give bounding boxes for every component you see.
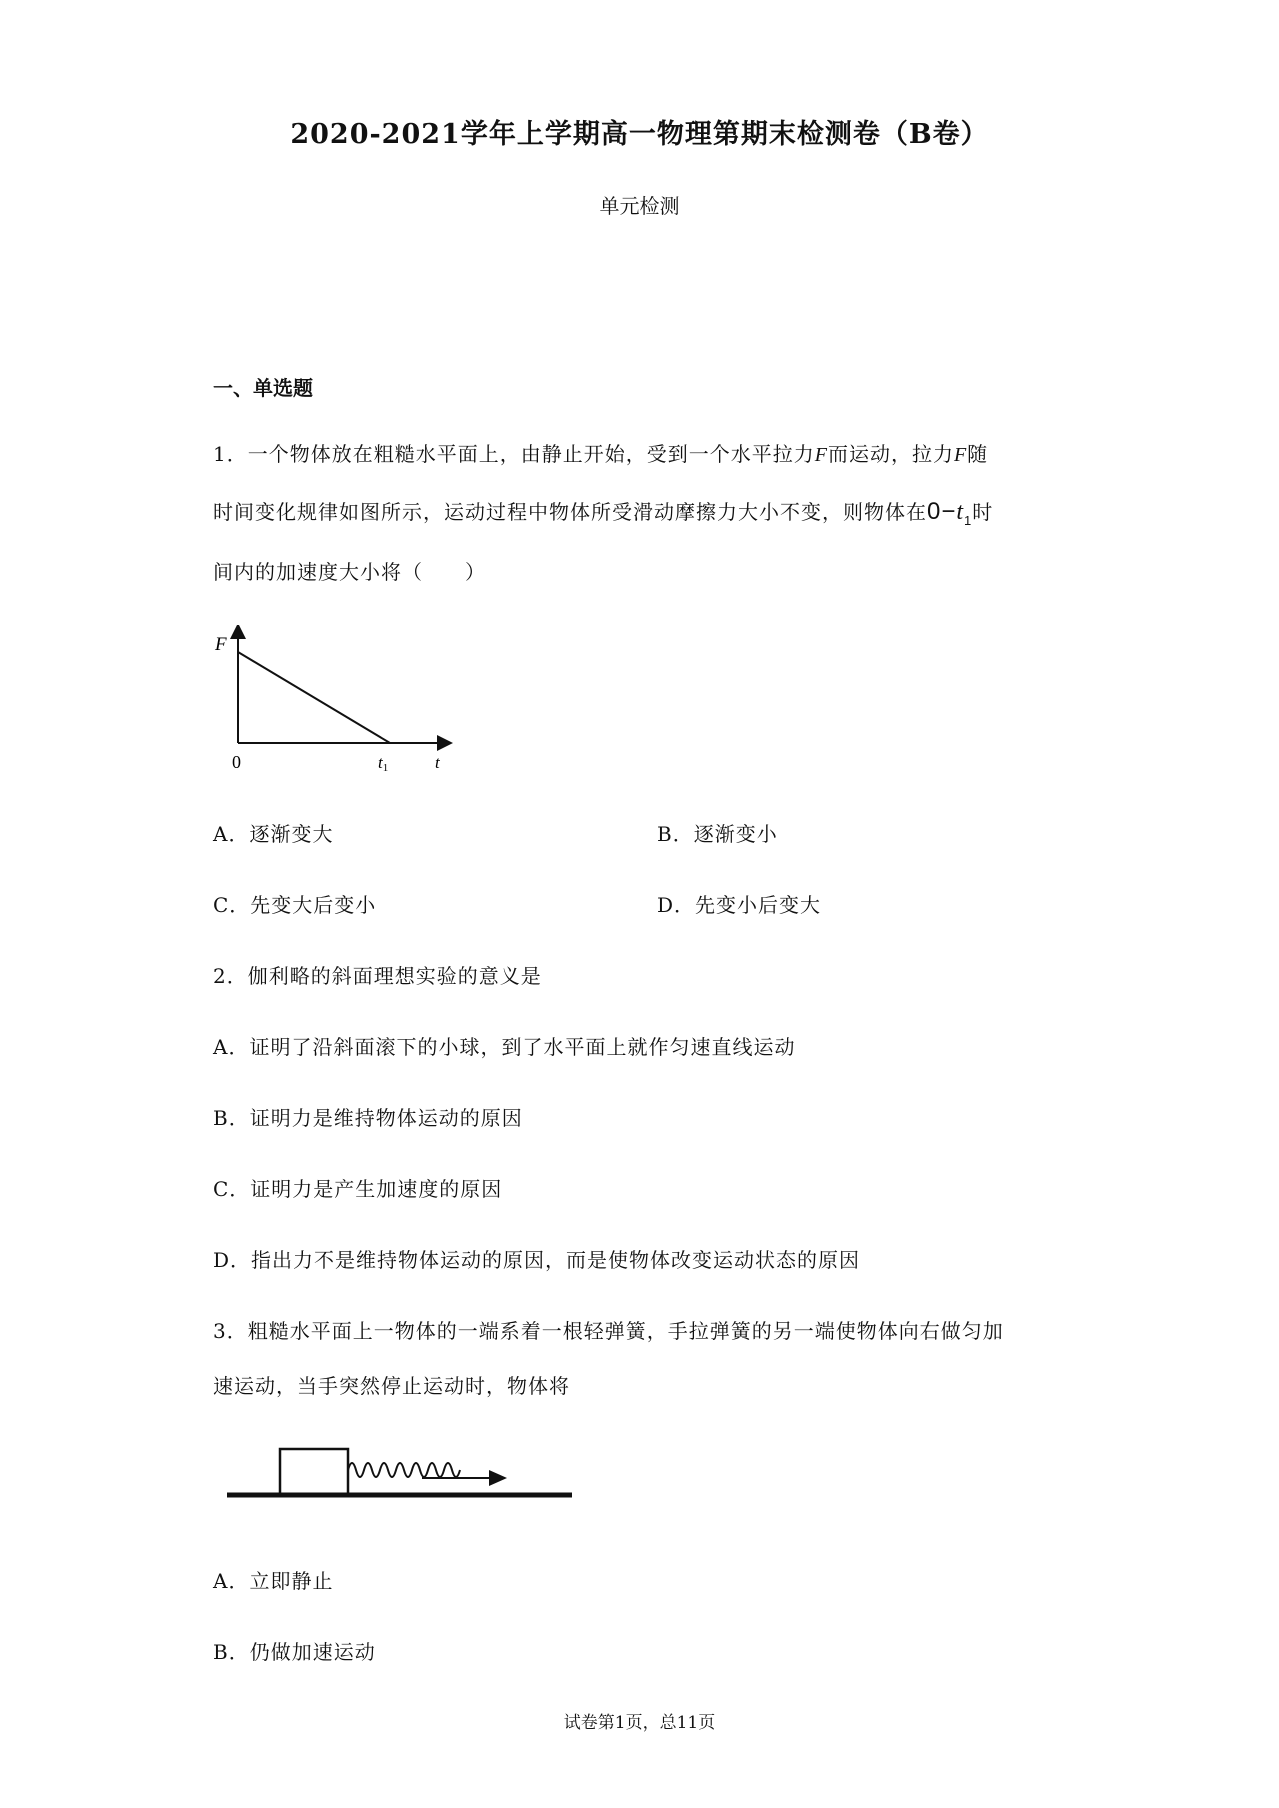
q1-option-b[interactable]: B．逐渐变小 — [657, 822, 778, 846]
q3-option-a[interactable]: A．立即静止 — [213, 1569, 334, 1593]
section-heading: 一、单选题 — [213, 376, 313, 400]
time-interval: $0-t_1$ — [927, 498, 973, 528]
y-axis-label: F — [215, 634, 227, 655]
q2-option-a[interactable]: A．证明了沿斜面滚下的小球，到了水平面上就作匀速直线运动 — [213, 1035, 796, 1059]
document-subtitle: 单元检测 — [599, 194, 680, 218]
t1-label: t1 — [378, 753, 389, 774]
document-title: 2020-2021学年上学期高一物理第期末检测卷（B卷） — [290, 119, 989, 150]
q3-stem-line-1: 3．粗糙水平面上一物体的一端系着一根轻弹簧，手拉弹簧的另一端使物体向右做匀加 — [213, 1319, 1004, 1343]
q2-option-b[interactable]: B．证明力是维持物体运动的原因 — [213, 1106, 523, 1130]
q3-option-b[interactable]: B．仍做加速运动 — [213, 1640, 376, 1664]
q2-stem: 2．伽利略的斜面理想实验的意义是 — [213, 964, 542, 988]
block-spring-diagram — [222, 1440, 582, 1505]
q1-option-c[interactable]: C．先变大后变小 — [213, 893, 377, 917]
force-line — [238, 652, 390, 743]
q2-option-d[interactable]: D．指出力不是维持物体运动的原因，而是使物体改变运动状态的原因 — [213, 1248, 861, 1272]
force-time-graph — [205, 625, 455, 775]
q1-stem-line-2: 时间变化规律如图所示，运动过程中物体所受滑动摩擦力大小不变，则物体在$0-t_1$时 — [213, 498, 994, 528]
block — [280, 1449, 348, 1494]
q2-option-c[interactable]: C．证明力是产生加速度的原因 — [213, 1177, 503, 1201]
spring — [348, 1463, 460, 1477]
q1-stem-line-1: 1．一个物体放在粗糙水平面上，由静止开始，受到一个水平拉力F而运动，拉力F随 — [213, 442, 989, 466]
q1-stem-line-3: 间内的加速度大小将（ ） — [213, 560, 486, 584]
origin-label: 0 — [232, 752, 241, 772]
x-axis-label: t — [435, 753, 440, 772]
q3-stem-line-2: 速运动，当手突然停止运动时，物体将 — [213, 1374, 570, 1398]
q1-option-a[interactable]: A．逐渐变大 — [213, 822, 334, 846]
q1-option-d[interactable]: D．先变小后变大 — [657, 893, 822, 917]
page-footer: 试卷第1页，总11页 — [563, 1713, 716, 1733]
